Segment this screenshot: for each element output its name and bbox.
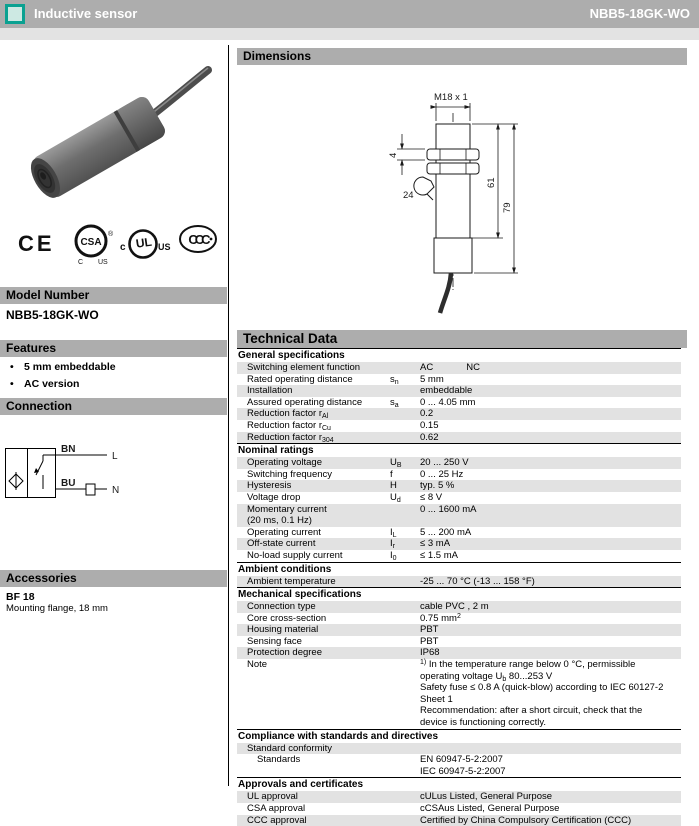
property-symbol — [390, 659, 420, 729]
property-value: 0.2 — [420, 408, 434, 420]
table-row — [237, 374, 681, 386]
property-symbol — [390, 815, 420, 826]
wiring-diagram — [5, 438, 145, 504]
table-row — [237, 550, 681, 562]
property-label: Installation — [247, 385, 293, 397]
group-label: Mechanical specifications — [238, 589, 362, 601]
left-column — [0, 40, 227, 790]
table-row — [237, 659, 681, 729]
table-group-header — [237, 348, 681, 362]
property-value: 0 ... 25 Hz — [420, 468, 464, 480]
table-row — [237, 624, 681, 636]
table-row — [237, 408, 681, 420]
cul-us-logo — [120, 222, 172, 266]
wire-label-bu: BU — [61, 478, 76, 489]
model-number-value: NBB5-18GK-WO — [6, 308, 99, 322]
csa-logo — [70, 222, 116, 266]
ce-mark-logo — [16, 222, 64, 262]
sensor-photo-illustration — [18, 58, 213, 213]
table-row — [237, 576, 681, 588]
property-label: Operating voltage — [247, 457, 322, 469]
property-value: 0.75 $mm^2$ — [420, 612, 461, 624]
product-photo — [18, 58, 213, 213]
group-label: Approvals and certificates — [238, 779, 364, 791]
property-symbol — [390, 432, 420, 444]
page-header-bar — [0, 0, 699, 28]
property-label: Note — [247, 659, 268, 671]
table-row — [237, 527, 681, 539]
property-value: cULus Listed, General Purpose — [420, 791, 553, 803]
property-value: PBT — [420, 635, 439, 647]
property-label: Sensing face — [247, 635, 302, 647]
table-row — [237, 420, 681, 432]
product-type-title: Inductive sensor — [34, 6, 138, 21]
property-value: AC NC — [420, 362, 480, 373]
table-row — [237, 803, 681, 815]
cable-highlight — [146, 68, 208, 118]
table-row — [237, 397, 681, 409]
svg-text:UL: UL — [134, 234, 153, 251]
property-symbol: $U_d$ — [390, 491, 401, 504]
property-value: IP68 — [420, 647, 440, 659]
feature-item: • AC version — [6, 378, 116, 390]
property-symbol — [390, 636, 420, 648]
property-label: Hysteresis — [247, 480, 292, 492]
property-value: 0.15 — [420, 419, 439, 431]
feature-item: • 5 mm embeddable — [6, 361, 116, 373]
table-row — [237, 480, 681, 492]
property-value: 20 ... 250 V — [420, 457, 469, 469]
svg-text:CSA: CSA — [80, 237, 102, 248]
property-symbol — [390, 420, 420, 432]
accessory-description: Mounting flange, 18 mm — [6, 603, 108, 614]
body-length-label: 61 — [486, 177, 497, 188]
property-value: $^{1)}$ In the temperature range below 0 °C, permissible operating voltage $U_b$ 80...253 V Safety fuse ≤ 0.8 A (quick-blow) according to IEC 60127-2 Sheet 1 Recommendation: after a short circuit, check that the device is functioning correctly. — [420, 659, 664, 729]
table-row — [237, 457, 681, 469]
property-value: 0 ... 4.05 mm — [420, 396, 476, 408]
table-row — [237, 469, 681, 481]
table-group-header — [237, 729, 681, 743]
table-row — [237, 432, 681, 444]
property-label: Switching frequency — [247, 468, 333, 480]
accessory-name: BF 18 — [6, 591, 35, 603]
property-label: Operating current — [247, 526, 321, 538]
property-symbol — [390, 754, 420, 777]
property-value: 5 mm — [420, 373, 444, 385]
table-row — [237, 504, 681, 527]
property-symbol: $I_r$ — [390, 538, 395, 551]
svg-text:®: ® — [108, 231, 114, 238]
property-symbol: $I_L$ — [390, 526, 397, 539]
property-symbol — [390, 803, 420, 815]
property-value: ≤ 1.5 mA — [420, 549, 458, 561]
property-symbol: H — [390, 480, 397, 492]
property-value: cCSAus Listed, General Purpose — [420, 803, 560, 814]
property-label: Reduction factor $r_{Al}$ — [247, 408, 329, 421]
property-symbol — [390, 647, 420, 659]
property-symbol: $s_n$ — [390, 373, 399, 386]
property-label: Reduction factor $r_{304}$ — [247, 431, 334, 444]
property-symbol — [390, 791, 420, 803]
value-secondary: NC — [466, 362, 480, 373]
features-list — [6, 361, 116, 395]
table-row — [237, 647, 681, 659]
table-row — [237, 601, 681, 613]
property-symbol — [390, 385, 420, 397]
property-symbol — [390, 624, 420, 636]
property-symbol — [390, 576, 420, 588]
load-symbol — [86, 484, 95, 495]
property-label: Standards — [257, 754, 301, 766]
table-row — [237, 613, 681, 625]
property-label: Connection type — [247, 601, 316, 613]
property-label: Switching element function — [247, 362, 361, 373]
property-value: Certified by China Compulsory Certification (CCC) — [420, 814, 632, 826]
dimension-drawing — [330, 85, 580, 327]
table-row — [237, 743, 681, 755]
property-label: CCC approval — [247, 814, 307, 826]
property-value: 0 ... 1600 mA — [420, 503, 477, 515]
technical-data-table — [237, 348, 681, 826]
property-label: Voltage drop — [247, 491, 301, 503]
model-number-section-header: Model Number — [0, 287, 227, 304]
property-label: Off-state current — [247, 538, 316, 550]
property-label: CSA approval — [247, 803, 306, 814]
table-row — [237, 385, 681, 397]
svg-text:US: US — [158, 242, 171, 252]
thread-size-label: M18 x 1 — [434, 92, 468, 103]
property-value: 5 ... 200 mA — [420, 526, 472, 538]
wrench-size-label: 24 — [403, 190, 414, 201]
property-symbol — [390, 743, 420, 755]
group-label: Ambient conditions — [238, 563, 332, 575]
property-label: Reduction factor $r_{Cu}$ — [247, 419, 331, 432]
nut-thickness-label: 4 — [388, 152, 399, 158]
connection-section-header: Connection — [0, 398, 227, 415]
accessories-section-header: Accessories — [0, 570, 227, 587]
property-value: ≤ 3 mA — [420, 538, 451, 550]
svg-text:CCC: CCC — [188, 232, 208, 247]
property-symbol: $U_B$ — [390, 457, 402, 470]
property-label: Momentary current (20 ms, 0.1 Hz) — [247, 503, 327, 527]
property-label: Protection degree — [247, 647, 322, 659]
group-label: General specifications — [238, 350, 345, 361]
property-symbol — [390, 601, 420, 613]
property-symbol: $s_a$ — [390, 396, 399, 409]
property-symbol — [390, 504, 420, 527]
property-label: Standard conformity — [247, 742, 333, 754]
header-substrip — [0, 28, 699, 40]
connection-diagram — [5, 438, 145, 504]
property-value: typ. 5 % — [420, 480, 455, 492]
property-symbol — [390, 613, 420, 625]
property-value: 0.62 — [420, 431, 439, 443]
property-label: Ambient temperature — [247, 575, 336, 587]
table-row — [237, 362, 681, 374]
property-value: cable PVC , 2 m — [420, 601, 489, 613]
property-label: Housing material — [247, 624, 319, 636]
table-row — [237, 538, 681, 550]
ccc-logo — [178, 222, 220, 256]
features-section-header: Features — [0, 340, 227, 357]
terminal-label-n: N — [112, 485, 120, 496]
property-value: ≤ 8 V — [420, 491, 443, 503]
wrench-icon — [414, 177, 434, 200]
terminal-label-l: L — [112, 451, 118, 462]
column-divider-line — [228, 45, 229, 786]
header-model-number: NBB5-18GK-WO — [589, 6, 690, 21]
svg-text:C: C — [78, 259, 84, 266]
table-row — [237, 815, 681, 826]
table-row — [237, 636, 681, 648]
property-symbol: $I_0$ — [390, 549, 397, 562]
property-value — [420, 743, 681, 755]
brand-logo-square — [5, 4, 25, 24]
property-value: -25 ... 70 °C (-13 ... 158 °F) — [420, 575, 535, 587]
svg-text:c: c — [120, 242, 126, 253]
property-symbol — [390, 408, 420, 420]
wire-label-bn: BN — [61, 444, 76, 455]
property-symbol — [390, 362, 420, 374]
table-group-header — [237, 562, 681, 576]
group-label: Nominal ratings — [238, 445, 314, 457]
technical-data-section-header: Technical Data — [237, 330, 687, 348]
property-label: Assured operating distance — [247, 396, 363, 408]
table-group-header — [237, 777, 681, 791]
svg-text:US: US — [98, 259, 108, 266]
dimensions-section-header: Dimensions — [237, 48, 687, 65]
property-label: No-load supply current — [247, 549, 343, 561]
right-column — [237, 40, 681, 826]
table-group-header — [237, 587, 681, 601]
sensor-body — [24, 94, 167, 203]
property-label: Rated operating distance — [247, 373, 353, 385]
table-row — [237, 492, 681, 504]
table-row — [237, 791, 681, 803]
total-length-label: 79 — [502, 202, 513, 213]
dimension-drawing-svg — [330, 85, 580, 327]
table-row — [237, 754, 681, 777]
svg-text:CE: CE — [18, 231, 55, 256]
property-label: UL approval — [247, 791, 298, 803]
property-value: PBT — [420, 624, 439, 636]
group-label: Compliance with standards and directives — [238, 730, 439, 742]
property-value: EN 60947-5-2:2007 IEC 60947-5-2:2007 — [420, 754, 506, 777]
property-symbol: f — [390, 468, 393, 480]
property-label: Core cross-section — [247, 612, 327, 624]
certification-logos — [0, 222, 227, 266]
table-group-header — [237, 443, 681, 457]
property-value: embeddable — [420, 385, 473, 397]
